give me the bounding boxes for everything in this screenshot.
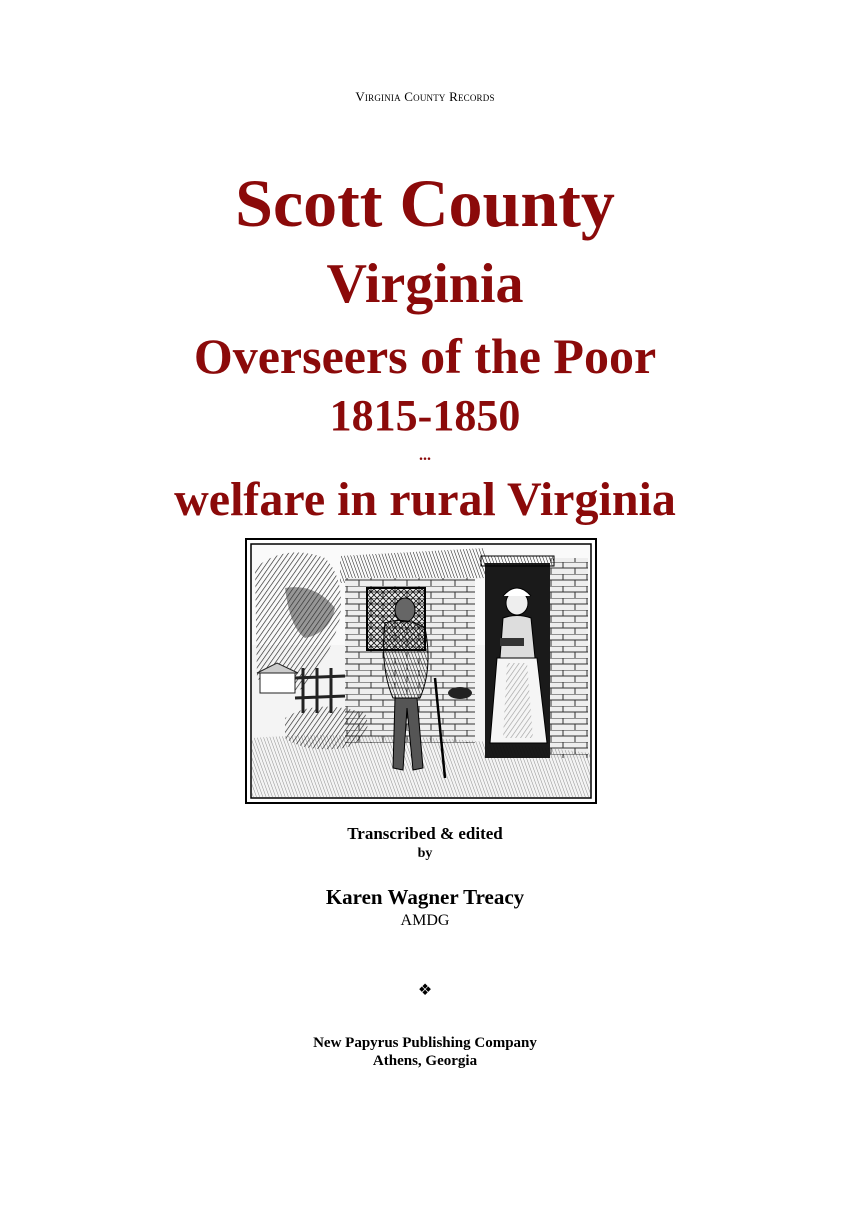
- woodcut-illustration: [245, 538, 597, 804]
- author-name: Karen Wagner Treacy: [325, 885, 525, 909]
- title-years: 1815-1850: [329, 391, 521, 440]
- publisher-name: New Papyrus Publishing Company: [313, 1035, 537, 1051]
- publisher-location: Athens, Georgia: [372, 1053, 478, 1069]
- diamond-ornament-icon: ❖: [417, 982, 433, 999]
- title-line-3: Overseers of the Poor: [193, 328, 657, 384]
- title-line-2: Virginia: [326, 253, 524, 315]
- title-line-1: Scott County: [235, 165, 615, 241]
- title-ellipsis: ...: [419, 447, 431, 464]
- dedication: AMDG: [400, 912, 450, 929]
- by-label: by: [417, 846, 433, 861]
- transcribed-edited-label: Transcribed & edited: [347, 824, 503, 843]
- series-heading: Virginia County Records: [355, 89, 495, 104]
- title-subtitle: welfare in rural Virginia: [174, 473, 676, 526]
